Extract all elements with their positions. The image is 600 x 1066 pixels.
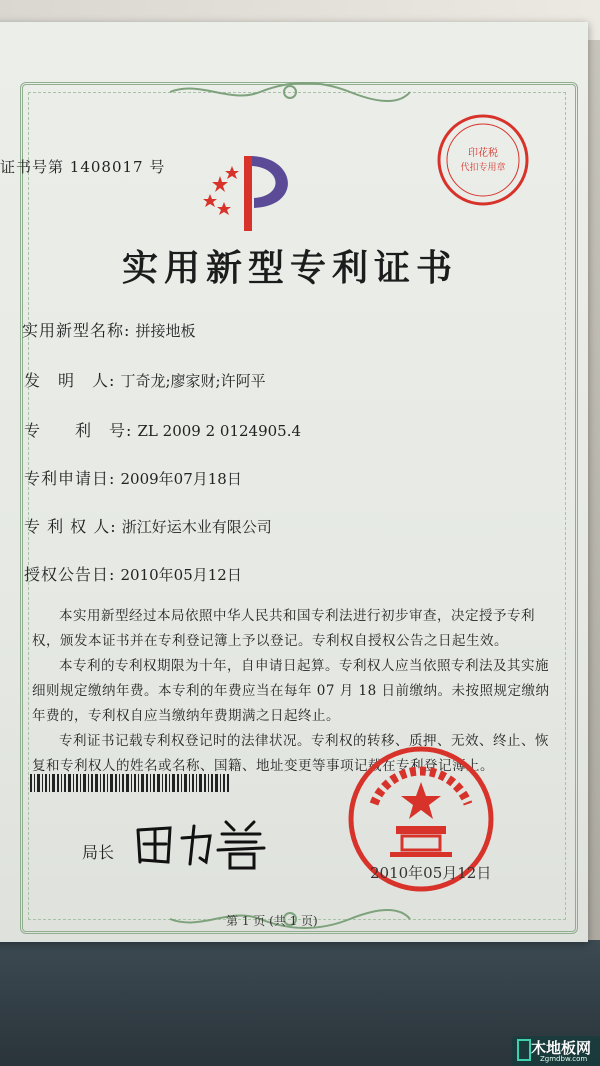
certificate-paper: [0, 22, 588, 942]
field-patentee: 专 利 权 人: 浙江好运木业有限公司: [24, 517, 272, 536]
seal-date: 2010年05月12日: [370, 864, 492, 882]
top-right-seal-icon: [435, 112, 531, 208]
barcode-icon: [30, 774, 230, 792]
field-inventors: 发 明 人: 丁奇龙;廖家财;许阿平: [24, 371, 266, 390]
director-signature-icon: [130, 812, 280, 872]
field-patent-number: 专 利 号: ZL 2009 2 0124905.4: [24, 421, 302, 440]
watermark-name: 木地板网: [531, 1039, 592, 1057]
patent-office-logo-icon: [202, 146, 312, 236]
body-paragraph: 本实用新型经过本局依照中华人民共和国专利法进行初步审查，决定授予专利权，颁发本证书并在专利登记簿上予以登记。专利权自授权公告之日起生效。: [32, 608, 535, 649]
top-ornament-icon: [160, 80, 420, 104]
watermark-domain: Zgmdbw.com: [540, 1055, 588, 1063]
svg-text:印花税: 印花税: [468, 148, 498, 159]
page-number: 第 1 页 (共 1 页): [226, 914, 318, 928]
certificate-number: 证书号第 1408017 号: [0, 158, 166, 176]
body-paragraph: 专利证书记载专利权登记时的法律状况。专利权的转移、质押、无效、终止、恢复和专利权人的姓名或名称、国籍、地址变更等事项记载在专利登记簿上。: [32, 733, 549, 774]
body-paragraph: 本专利的专利权期限为十年，自申请日起算。专利权人应当依照专利法及其实施细则规定缴纳年费。本专利的年费应当在每年 07 月 18 日前缴纳。未按照规定缴纳年费的，专利权自应当缴纳年费期满之日起终止。: [32, 658, 550, 724]
field-grant-date: 授权公告日: 2010年05月12日: [24, 565, 242, 584]
field-filing-date: 专利申请日: 2009年07月18日: [24, 469, 242, 488]
field-utility-model-name: 实用新型名称: 拼接地板: [22, 321, 196, 340]
director-title: 局长: [82, 843, 115, 862]
dark-surface: [0, 940, 600, 1066]
svg-text:代扣专用章: 代扣专用章: [460, 163, 506, 173]
certificate-title: 实用新型专利证书: [121, 247, 458, 289]
